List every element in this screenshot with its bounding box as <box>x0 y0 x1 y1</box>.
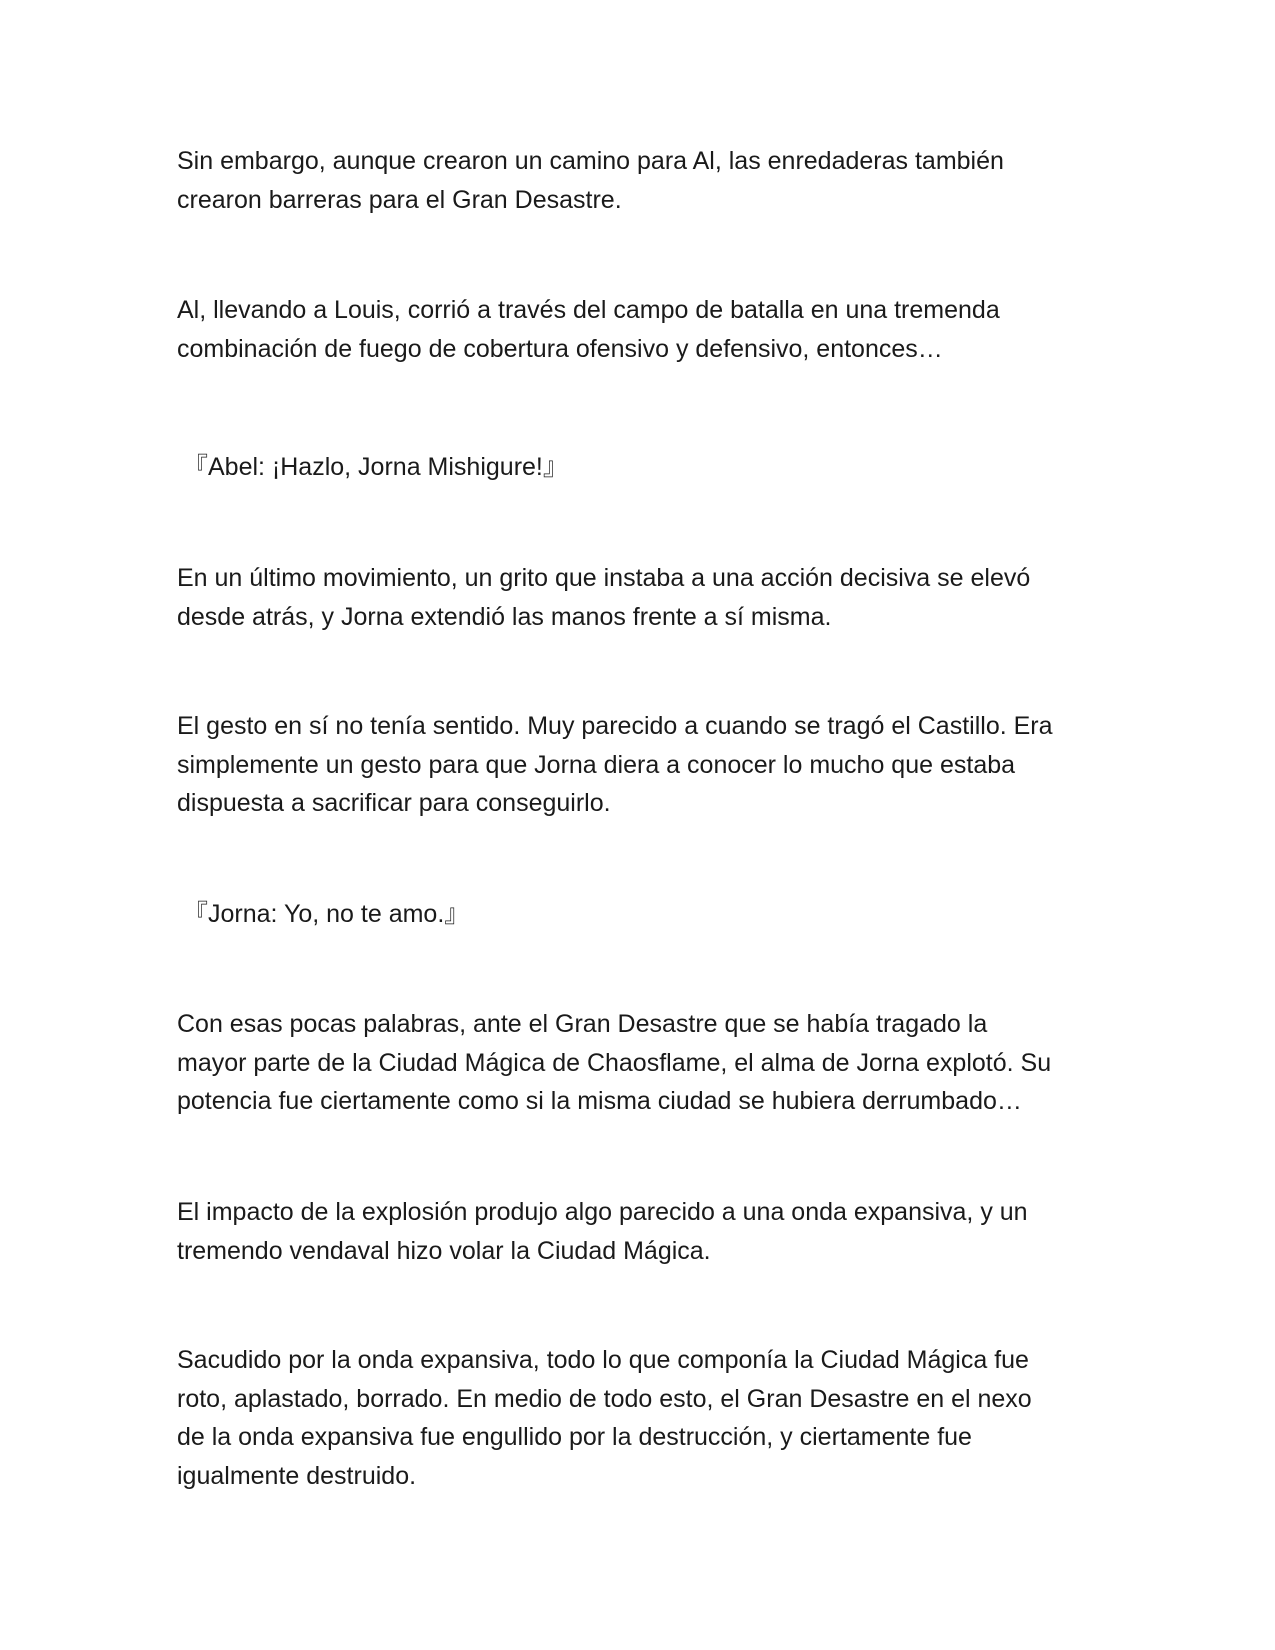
text-line: Al, llevando a Louis, corrió a través del campo de batalla en una tremenda <box>177 296 1000 324</box>
text-line: crearon barreras para el Gran Desastre. <box>177 185 622 214</box>
text-line: de la onda expansiva fue engullido por la destrucción, y ciertamente fue <box>177 1423 972 1451</box>
text-line: tremendo vendaval hizo volar la Ciudad Mágica. <box>177 1236 711 1265</box>
paragraph-5 <box>177 707 1117 823</box>
paragraph-9 <box>177 1341 1117 1495</box>
text-line: Sin embargo, aunque crearon un camino para Al, las enredaderas también <box>177 147 1004 175</box>
paragraph-7 <box>177 1005 1117 1121</box>
text-line: potencia fue ciertamente como si la misma ciudad se hubiera derrumbado… <box>177 1087 1022 1115</box>
text-line: En un último movimiento, un grito que instaba a una acción decisiva se elevó <box>177 564 1031 592</box>
paragraph-8 <box>177 1193 1117 1270</box>
text-line: igualmente destruido. <box>177 1461 417 1490</box>
text-line: 『Jorna: Yo, no te amo.』 <box>183 900 470 928</box>
text-line: El impacto de la explosión produjo algo parecido a una onda expansiva, y un <box>177 1198 1028 1226</box>
text-line: roto, aplastado, borrado. En medio de todo esto, el Gran Desastre en el nexo <box>177 1384 1032 1413</box>
text-line: El gesto en sí no tenía sentido. Muy parecido a cuando se tragó el Castillo. Era <box>177 712 1053 740</box>
paragraph-4 <box>177 559 1117 636</box>
text-line: simplemente un gesto para que Jorna diera a conocer lo mucho que estaba <box>177 750 1016 779</box>
paragraph-2 <box>177 291 1117 368</box>
text-line: Sacudido por la onda expansiva, todo lo que componía la Ciudad Mágica fue <box>177 1346 1029 1374</box>
dialogue-abel <box>183 448 1123 487</box>
text-line: 『Abel: ¡Hazlo, Jorna Mishigure!』 <box>183 453 568 481</box>
text-line: mayor parte de la Ciudad Mágica de Chaosflame, el alma de Jorna explotó. Su <box>177 1048 1052 1077</box>
dialogue-jorna <box>183 895 1123 934</box>
paragraph-1 <box>177 142 1117 219</box>
text-line: dispuesta a sacrificar para conseguirlo. <box>177 789 611 817</box>
text-line: combinación de fuego de cobertura ofensivo y defensivo, entonces… <box>177 334 943 363</box>
text-line: desde atrás, y Jorna extendió las manos frente a sí misma. <box>177 602 832 631</box>
text-line: Con esas pocas palabras, ante el Gran Desastre que se había tragado la <box>177 1010 988 1038</box>
